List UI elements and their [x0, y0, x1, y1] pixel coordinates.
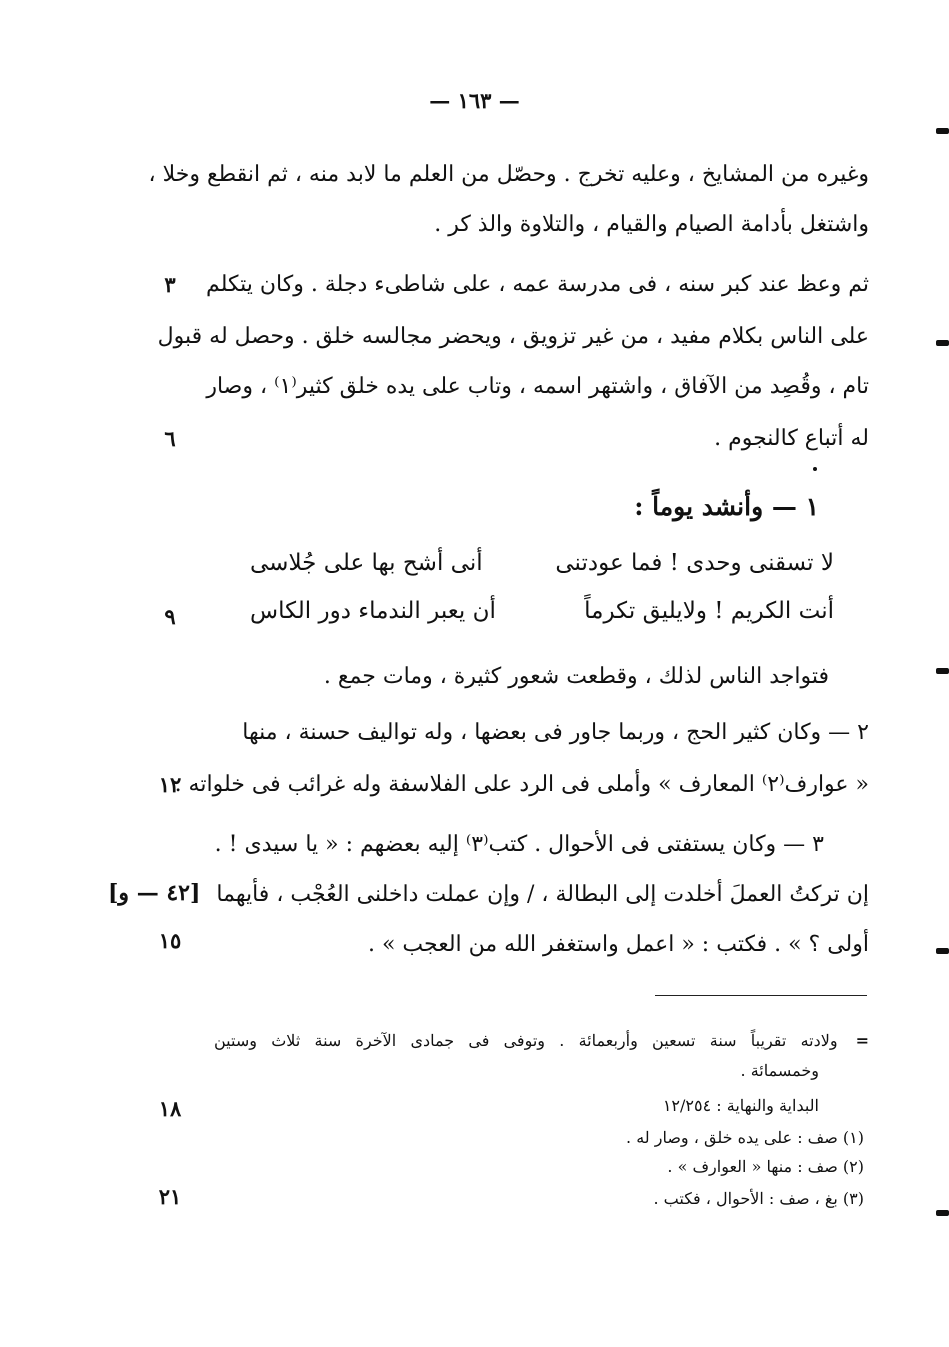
text-line-7: فتواجد الناس لذلك ، وقطعت شعور كثيرة ، ومات جمع . — [323, 664, 829, 689]
scan-edge-mark — [936, 668, 949, 674]
verse-1-second-hemistich: أنى أشح بها على جُلاسى — [250, 550, 483, 576]
ink-dot — [813, 467, 817, 471]
text-line-9: « عوارف⁽٢⁾ المعارف » وأملى فى الرد على الفلاسفة وله غرائب فى خلواته . — [174, 772, 869, 797]
verse-1-first-hemistich: لا تسقنى وحدى ! فما عودتنى — [555, 550, 834, 576]
scan-edge-mark — [936, 128, 949, 134]
text-line-3: ثم وعظ عند كبر سنه ، فى مدرسة عمه ، على شاطىء دجلة . وكان يتكلم — [206, 272, 869, 297]
text-line-5: تام ، وقُصِد من الآفاق ، واشتهر اسمه ، وتاب على يده خلق كثير⁽١⁾ ، وصار — [206, 374, 869, 399]
text-line-4: على الناس بكلام مفيد ، من غير تزويق ، ويحضر مجالسه خلق . وحصل له قبول — [157, 324, 869, 349]
scan-edge-mark — [936, 1210, 949, 1216]
scan-edge-mark — [936, 340, 949, 346]
line-number-18: ١٨ — [158, 1096, 182, 1121]
line-number-15: ١٥ — [158, 928, 182, 953]
footnote-continuation-line-1 — [214, 1030, 869, 1052]
page-number: — ١٦٣ — — [429, 88, 520, 113]
line-number-12: ١٢ — [158, 772, 182, 797]
scan-edge-mark — [936, 948, 949, 954]
text-line-10: ٣ — وكان يستفتى فى الأحوال . كتب⁽٣⁾ إليه بعضهم : « يا سيدى ! . — [214, 832, 824, 857]
verse-2-second-hemistich: أن يعبر الندماء دور الكاس — [250, 598, 496, 624]
text-line-6: له أتباع كالنجوم . — [714, 426, 869, 451]
text-line-12: أولى ؟ » . فكتب : « اعمل واستغفر الله من العجب » . — [367, 932, 869, 957]
line-number-3: ٣ — [164, 272, 176, 297]
line-number-9: ٩ — [164, 604, 176, 629]
footnote-continuation-line-2: وخمسمائة . — [740, 1061, 819, 1080]
continuation-mark: = — [855, 1031, 869, 1050]
footnote-separator — [655, 995, 867, 996]
text-line-1: وغيره من المشايخ ، وعليه تخرج . وحصّل من العلم ما لابد منه ، ثم انقطع وخلا ، — [148, 162, 869, 187]
manuscript-folio-marker: [٤٢ — و] — [108, 880, 201, 906]
line-number-6: ٦ — [164, 426, 176, 451]
text-line-11: إن تركتُ العملَ أخلدت إلى البطالة ، / وإن عملت داخلنى العُجْب ، فأيهما — [216, 882, 869, 907]
footnote-source: البداية والنهاية : ١٢/٢٥٤ — [662, 1096, 819, 1115]
footnote-1: (١) صف : على يده خلق ، وصار له . — [626, 1128, 864, 1147]
section-heading: ١ — وأنشد يوماً : — [634, 492, 819, 521]
footnote-2: (٢) صف : منها « العوارف » . — [667, 1157, 864, 1176]
text-line-8: ٢ — وكان كثير الحج ، وربما جاور فى بعضها ، وله تواليف حسنة ، منها — [242, 720, 869, 745]
text-line-2: واشتغل بأدامة الصيام والقيام ، والتلاوة والذ كر . — [434, 212, 869, 237]
line-number-21: ٢١ — [158, 1184, 182, 1209]
footnote-3: (٣) بغ ، صف : الأحوال ، فكتب . — [653, 1189, 864, 1208]
footnote-continuation-text: ولادته تقريباً سنة تسعين وأربعمائة . وتوفى فى جمادى الآخرة سنة ثلاث وستين — [214, 1031, 838, 1050]
verse-2-first-hemistich: أنت الكريم ! ولايليق تكرماً — [584, 598, 834, 624]
